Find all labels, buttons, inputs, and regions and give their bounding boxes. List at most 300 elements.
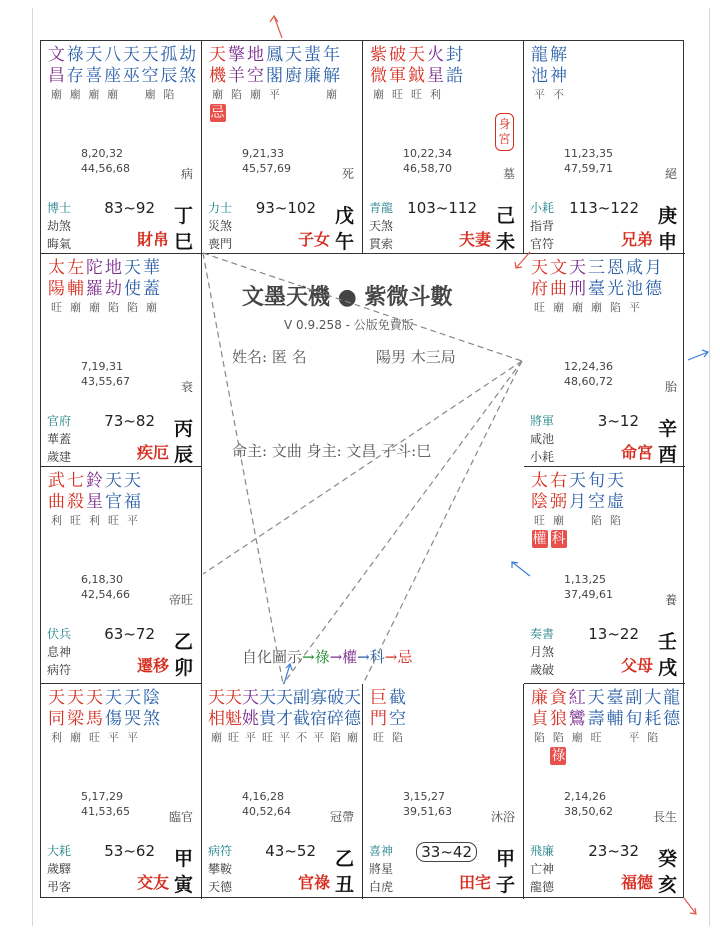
star-char-2: 微 — [370, 66, 387, 86]
star-brightness: 平 — [269, 88, 280, 101]
star-char-1: 太 — [531, 471, 548, 491]
age-row: 46,58,70 — [403, 162, 452, 175]
god-3: 白虎 — [369, 880, 394, 894]
star-char-2: 月 — [569, 492, 586, 512]
star-char-2: 光 — [607, 279, 624, 299]
god-3: 晦氣 — [47, 237, 72, 251]
age-row: 3,15,27 — [403, 790, 445, 803]
age-row: 9,21,33 — [242, 147, 284, 160]
star-char-2: 姚 — [242, 709, 259, 729]
star-brightness: 廟 — [571, 731, 583, 744]
star-char-1: 右 — [550, 471, 567, 491]
god-1: 小耗 — [530, 201, 555, 215]
life-phase: 死 — [341, 167, 354, 181]
star-brightness: 陷 — [647, 731, 659, 744]
life-phase: 沐浴 — [490, 810, 515, 824]
arrow-head — [270, 16, 278, 22]
god-3: 龍德 — [530, 880, 555, 894]
star-brightness: 廟 — [144, 88, 156, 101]
star-char-2: 池 — [531, 66, 548, 86]
legend-lu: →祿 — [302, 648, 330, 666]
star-char-1: 恩 — [607, 258, 624, 278]
life-phase: 胎 — [664, 380, 677, 394]
legend-ji: →忌 — [384, 648, 413, 666]
star-brightness: 陷 — [163, 88, 175, 101]
god-1: 力士 — [208, 201, 233, 215]
star-char-2: 喜 — [85, 66, 103, 86]
age-row: 12,24,36 — [564, 360, 613, 373]
god-2: 指背 — [530, 219, 555, 233]
name-line: 姓名: 匿 名 — [232, 348, 307, 366]
star-char-1: 地 — [105, 258, 122, 278]
star-brightness: 平 — [108, 731, 119, 744]
palace-name: 疾厄 — [136, 443, 169, 462]
star-char-1: 巨 — [370, 688, 387, 708]
star-char-2: 德 — [344, 709, 361, 729]
star-char-2: 空 — [389, 709, 406, 729]
star-char-1: 大 — [644, 688, 662, 708]
earthly-branch: 酉 — [657, 444, 677, 466]
god-1: 喜神 — [369, 844, 394, 858]
god-3: 弔客 — [47, 880, 72, 894]
star-char-1: 天 — [105, 471, 122, 491]
god-2: 華蓋 — [47, 432, 72, 446]
god-1: 將軍 — [530, 414, 555, 428]
heavenly-stem: 辛 — [657, 418, 677, 440]
earthly-branch: 卯 — [173, 657, 193, 679]
star-char-2: 羅 — [86, 279, 103, 299]
star-brightness: 廟 — [591, 301, 602, 314]
star-char-1: 紅 — [568, 688, 586, 708]
decade-range: 83~92 — [104, 199, 155, 217]
star-char-1: 副 — [625, 688, 643, 708]
star-char-1: 年 — [323, 45, 340, 65]
arrow-line — [274, 16, 282, 38]
god-2: 咸池 — [530, 432, 555, 446]
palace-name: 夫妻 — [458, 230, 491, 249]
age-row: 43,55,67 — [81, 375, 130, 388]
star-char-1: 天 — [208, 688, 225, 708]
life-phase: 墓 — [502, 167, 515, 181]
star-char-2: 門 — [370, 709, 387, 729]
hua-badge: 祿 — [551, 748, 566, 764]
dashed-line — [203, 253, 283, 684]
star-char-2: 陽 — [48, 279, 65, 299]
star-char-1: 擎 — [228, 45, 245, 65]
star-brightness: 利 — [89, 514, 100, 527]
star-char-2: 旬 — [625, 709, 643, 729]
heavenly-stem: 丙 — [173, 418, 193, 440]
star-char-2: 耗 — [644, 709, 662, 729]
star-brightness: 廟 — [553, 301, 564, 314]
star-char-2: 座 — [104, 66, 122, 86]
heavenly-stem: 甲 — [495, 848, 515, 870]
star-char-1: 紫 — [370, 45, 387, 65]
star-char-1: 三 — [588, 258, 605, 278]
star-char-2: 鉞 — [408, 66, 425, 86]
star-brightness: 廟 — [70, 731, 81, 744]
god-2: 災煞 — [208, 219, 233, 233]
star-char-1: 月 — [645, 258, 662, 278]
earthly-branch: 午 — [334, 231, 354, 253]
version-text: V 0.9.258 - 公版免費版 — [284, 318, 414, 332]
star-char-2: 星 — [86, 492, 103, 512]
chart-title: 文墨天機 ● 紫微斗數 — [242, 284, 453, 310]
earthly-branch: 巳 — [173, 231, 193, 253]
star-char-2: 輔 — [67, 279, 84, 299]
star-char-2: 哭 — [124, 709, 141, 729]
age-row: 7,19,31 — [81, 360, 123, 373]
star-char-1: 七 — [67, 471, 84, 491]
star-brightness: 廟 — [107, 88, 119, 101]
age-row: 47,59,71 — [564, 162, 613, 175]
arrow-line — [684, 898, 696, 914]
star-brightness: 利 — [51, 731, 62, 744]
star-char-1: 天 — [408, 45, 425, 65]
earthly-branch: 子 — [495, 874, 515, 896]
heavenly-stem: 癸 — [657, 848, 677, 870]
god-2: 天煞 — [369, 219, 394, 233]
god-1: 伏兵 — [47, 627, 72, 641]
star-brightness: 廟 — [326, 88, 337, 101]
star-char-1: 文 — [550, 258, 567, 278]
star-char-2: 陰 — [531, 492, 548, 512]
earthly-branch: 亥 — [657, 874, 677, 896]
star-brightness: 平 — [279, 731, 290, 744]
star-char-1: 天 — [569, 258, 586, 278]
age-row: 48,60,72 — [564, 375, 613, 388]
hua-badge: 科 — [551, 531, 566, 547]
star-brightness: 利 — [51, 514, 62, 527]
star-char-2: 使 — [124, 279, 141, 299]
palace-name: 福德 — [620, 873, 653, 892]
decade-range: 93~102 — [255, 199, 316, 217]
heavenly-stem: 戊 — [334, 205, 354, 227]
age-row: 8,20,32 — [81, 147, 123, 160]
star-char-2: 廚 — [285, 66, 302, 86]
star-char-1: 天 — [607, 471, 624, 491]
star-char-1: 天 — [85, 45, 103, 65]
star-char-1: 文 — [47, 45, 65, 65]
star-char-1: 地 — [247, 45, 264, 65]
star-char-1: 副 — [293, 688, 310, 708]
star-char-1: 太 — [48, 258, 65, 278]
star-brightness: 陷 — [610, 514, 621, 527]
star-char-1: 封 — [446, 45, 463, 65]
star-brightness: 平 — [534, 88, 545, 101]
palace-name: 父母 — [620, 656, 653, 675]
decade-range: 43~52 — [265, 842, 316, 860]
star-char-2: 殺 — [67, 492, 84, 512]
heavenly-stem: 庚 — [657, 205, 677, 227]
gender-line: 陽男 木三局 — [376, 348, 456, 366]
star-char-2: 宿 — [310, 709, 327, 729]
star-char-2: 貴 — [259, 709, 276, 729]
star-char-2: 誥 — [446, 66, 463, 86]
star-char-1: 天 — [569, 471, 586, 491]
star-char-1: 解 — [550, 45, 567, 65]
star-brightness: 廟 — [70, 301, 81, 314]
star-char-2: 羊 — [228, 66, 245, 86]
heavenly-stem: 乙 — [334, 848, 354, 870]
star-char-2: 曲 — [48, 492, 65, 512]
legend-quan: →權 — [329, 648, 358, 666]
life-phase: 病 — [180, 167, 193, 181]
star-char-1: 鳳 — [266, 45, 283, 65]
palace-name: 財帛 — [136, 230, 169, 249]
star-char-2: 神 — [550, 66, 567, 86]
star-brightness: 陷 — [231, 88, 242, 101]
star-char-1: 八 — [104, 45, 122, 65]
palace-name: 遷移 — [136, 656, 169, 675]
star-char-2: 池 — [626, 279, 643, 299]
star-char-1: 天 — [124, 471, 141, 491]
star-brightness: 旺 — [228, 731, 239, 744]
age-row: 44,56,68 — [81, 162, 130, 175]
star-char-1: 天 — [259, 688, 276, 708]
star-char-1: 天 — [587, 688, 605, 708]
star-char-2: 軍 — [389, 66, 406, 86]
star-char-1: 天 — [122, 45, 140, 65]
star-char-1: 天 — [105, 688, 122, 708]
star-char-2: 魁 — [225, 709, 242, 729]
star-brightness: 廟 — [553, 514, 564, 527]
heavenly-stem: 乙 — [173, 631, 193, 653]
god-3: 天德 — [208, 880, 233, 894]
star-char-2: 煞 — [143, 709, 160, 729]
decade-range: 23~32 — [588, 842, 639, 860]
star-brightness: 旺 — [534, 514, 545, 527]
god-3: 喪門 — [208, 237, 233, 251]
star-char-2: 曲 — [550, 279, 567, 299]
star-char-1: 天 — [67, 688, 84, 708]
star-brightness: 旺 — [590, 731, 602, 744]
age-row: 11,23,35 — [564, 147, 613, 160]
palace-name: 命宮 — [620, 443, 653, 462]
god-1: 奏書 — [530, 627, 555, 641]
age-row: 2,14,26 — [564, 790, 606, 803]
star-char-1: 劫 — [179, 45, 197, 65]
star-char-2: 虛 — [607, 492, 624, 512]
star-brightness: 陷 — [591, 514, 602, 527]
star-brightness: 廟 — [347, 731, 358, 744]
god-1: 博士 — [47, 201, 72, 215]
decade-range: 3~12 — [597, 412, 639, 430]
star-char-2: 才 — [276, 709, 293, 729]
god-1: 病符 — [208, 844, 233, 858]
star-char-1: 天 — [242, 688, 259, 708]
star-char-2: 官 — [105, 492, 122, 512]
star-char-1: 寡 — [310, 688, 327, 708]
palace-name: 交友 — [136, 873, 169, 892]
star-brightness: 廟 — [50, 88, 62, 101]
god-3: 小耗 — [530, 450, 555, 464]
star-brightness: 旺 — [108, 514, 119, 527]
star-char-1: 火 — [427, 45, 444, 65]
star-brightness: 廟 — [146, 301, 157, 314]
star-char-1: 天 — [124, 258, 141, 278]
star-brightness: 旺 — [262, 731, 273, 744]
legend-ke: →科 — [357, 648, 385, 666]
age-row: 10,22,34 — [403, 147, 452, 160]
star-char-1: 咸 — [626, 258, 643, 278]
age-row: 5,17,29 — [81, 790, 123, 803]
star-char-2: 空 — [247, 66, 264, 86]
palace-name: 田宅 — [458, 873, 491, 892]
god-3: 貫索 — [369, 237, 394, 251]
star-char-2: 空 — [588, 492, 605, 512]
age-row: 41,53,65 — [81, 805, 130, 818]
star-char-1: 左 — [67, 258, 84, 278]
life-phase: 帝旺 — [168, 593, 193, 607]
palace-name: 官祿 — [297, 873, 330, 892]
age-row: 38,50,62 — [564, 805, 613, 818]
star-char-1: 天 — [276, 688, 293, 708]
dashed-line — [283, 361, 522, 684]
star-brightness: 陷 — [127, 301, 138, 314]
star-char-2: 鸞 — [568, 709, 586, 729]
star-char-1: 鈴 — [86, 471, 103, 491]
star-brightness: 陷 — [108, 301, 119, 314]
star-char-1: 破 — [327, 688, 344, 708]
age-row: 39,51,63 — [403, 805, 452, 818]
star-char-1: 破 — [389, 45, 406, 65]
decade-range: 13~22 — [588, 625, 639, 643]
star-char-2: 傷 — [105, 709, 122, 729]
star-brightness: 廟 — [69, 88, 81, 101]
age-row: 45,57,69 — [242, 162, 291, 175]
age-row: 37,49,61 — [564, 588, 613, 601]
star-char-2: 德 — [645, 279, 662, 299]
life-phase: 衰 — [180, 380, 193, 394]
star-char-1: 龍 — [531, 45, 548, 65]
star-char-2: 存 — [66, 66, 84, 86]
star-brightness: 旺 — [51, 301, 62, 314]
arrow-line — [516, 252, 530, 268]
earthly-branch: 寅 — [173, 874, 193, 896]
star-char-2: 劫 — [105, 279, 122, 299]
god-1: 青龍 — [369, 201, 394, 215]
palace-name: 子女 — [297, 230, 330, 249]
star-char-2: 德 — [663, 709, 681, 729]
heavenly-stem: 甲 — [173, 848, 193, 870]
earthly-branch: 戌 — [657, 657, 677, 679]
star-char-2: 梁 — [67, 709, 84, 729]
dashed-line — [203, 361, 522, 574]
star-char-2: 閣 — [266, 66, 283, 86]
star-char-2: 相 — [208, 709, 225, 729]
star-brightness: 利 — [430, 88, 441, 101]
star-char-2: 廉 — [304, 66, 321, 86]
star-brightness: 平 — [313, 731, 324, 744]
star-brightness: 旺 — [534, 301, 545, 314]
star-char-1: 截 — [389, 688, 406, 708]
life-phase: 冠帶 — [329, 810, 354, 824]
star-char-2: 昌 — [47, 66, 65, 86]
star-brightness: 廟 — [212, 88, 223, 101]
star-brightness: 平 — [127, 731, 138, 744]
decade-range: 73~82 — [104, 412, 155, 430]
star-char-2: 刑 — [569, 279, 586, 299]
heavenly-stem: 丁 — [173, 205, 193, 227]
star-char-2: 輔 — [606, 709, 624, 729]
star-char-2: 府 — [531, 279, 548, 299]
star-char-1: 天 — [124, 688, 141, 708]
star-char-2: 臺 — [588, 279, 605, 299]
star-brightness: 陷 — [533, 731, 545, 744]
star-char-2: 辰 — [160, 66, 178, 86]
decade-range: 63~72 — [104, 625, 155, 643]
star-brightness: 廟 — [572, 301, 583, 314]
age-row: 42,54,66 — [81, 588, 130, 601]
hua-badge: 權 — [532, 531, 547, 547]
god-1: 大耗 — [47, 844, 72, 858]
lords-line: 命主: 文曲 身主: 文昌 子斗:巳 — [232, 442, 432, 460]
life-phase: 長生 — [652, 810, 677, 824]
star-brightness: 旺 — [392, 88, 403, 101]
star-char-1: 臺 — [606, 688, 624, 708]
god-1: 官府 — [47, 414, 72, 428]
age-row: 1,13,25 — [564, 573, 606, 586]
star-char-1: 天 — [531, 258, 548, 278]
star-char-1: 天 — [209, 45, 226, 65]
hua-badge: 忌 — [210, 105, 225, 121]
star-char-1: 祿 — [66, 45, 84, 65]
star-char-2: 狼 — [549, 709, 567, 729]
star-char-2: 壽 — [587, 709, 605, 729]
star-char-1: 天 — [285, 45, 302, 65]
star-char-1: 孤 — [160, 45, 178, 65]
earthly-branch: 申 — [657, 231, 677, 253]
star-char-2: 空 — [141, 66, 159, 86]
star-char-2: 蓋 — [143, 279, 160, 299]
star-brightness: 廟 — [250, 88, 261, 101]
star-brightness: 旺 — [373, 731, 384, 744]
decade-range: 113~122 — [569, 199, 639, 217]
star-brightness: 平 — [628, 731, 640, 744]
star-char-1: 華 — [143, 258, 160, 278]
life-phase: 臨官 — [168, 810, 193, 824]
star-char-1: 天 — [225, 688, 242, 708]
dashed-line — [363, 361, 522, 684]
star-brightness: 陷 — [392, 731, 403, 744]
star-char-2: 巫 — [122, 66, 140, 86]
god-3: 病符 — [47, 663, 72, 677]
star-char-2: 解 — [323, 66, 340, 86]
star-brightness: 廟 — [373, 88, 384, 101]
god-1: 飛廉 — [530, 844, 555, 858]
god-2: 劫煞 — [47, 219, 72, 233]
god-2: 將星 — [369, 862, 394, 876]
star-brightness: 陷 — [552, 731, 564, 744]
star-brightness: 平 — [245, 731, 256, 744]
heavenly-stem: 壬 — [657, 631, 677, 653]
arrow-line — [512, 562, 530, 576]
star-char-2: 同 — [48, 709, 65, 729]
decade-range: 53~62 — [104, 842, 155, 860]
star-char-1: 武 — [48, 471, 65, 491]
god-2: 月煞 — [530, 645, 555, 659]
star-char-1: 天 — [141, 45, 159, 65]
decade-range: 103~112 — [407, 199, 477, 217]
star-brightness: 廟 — [211, 731, 222, 744]
palace-name: 兄弟 — [620, 230, 653, 249]
life-phase: 絕 — [664, 167, 677, 181]
star-brightness: 不 — [553, 88, 564, 101]
god-3: 歲破 — [530, 663, 555, 677]
star-brightness: 不 — [296, 731, 307, 744]
god-2: 歲驛 — [47, 862, 72, 876]
